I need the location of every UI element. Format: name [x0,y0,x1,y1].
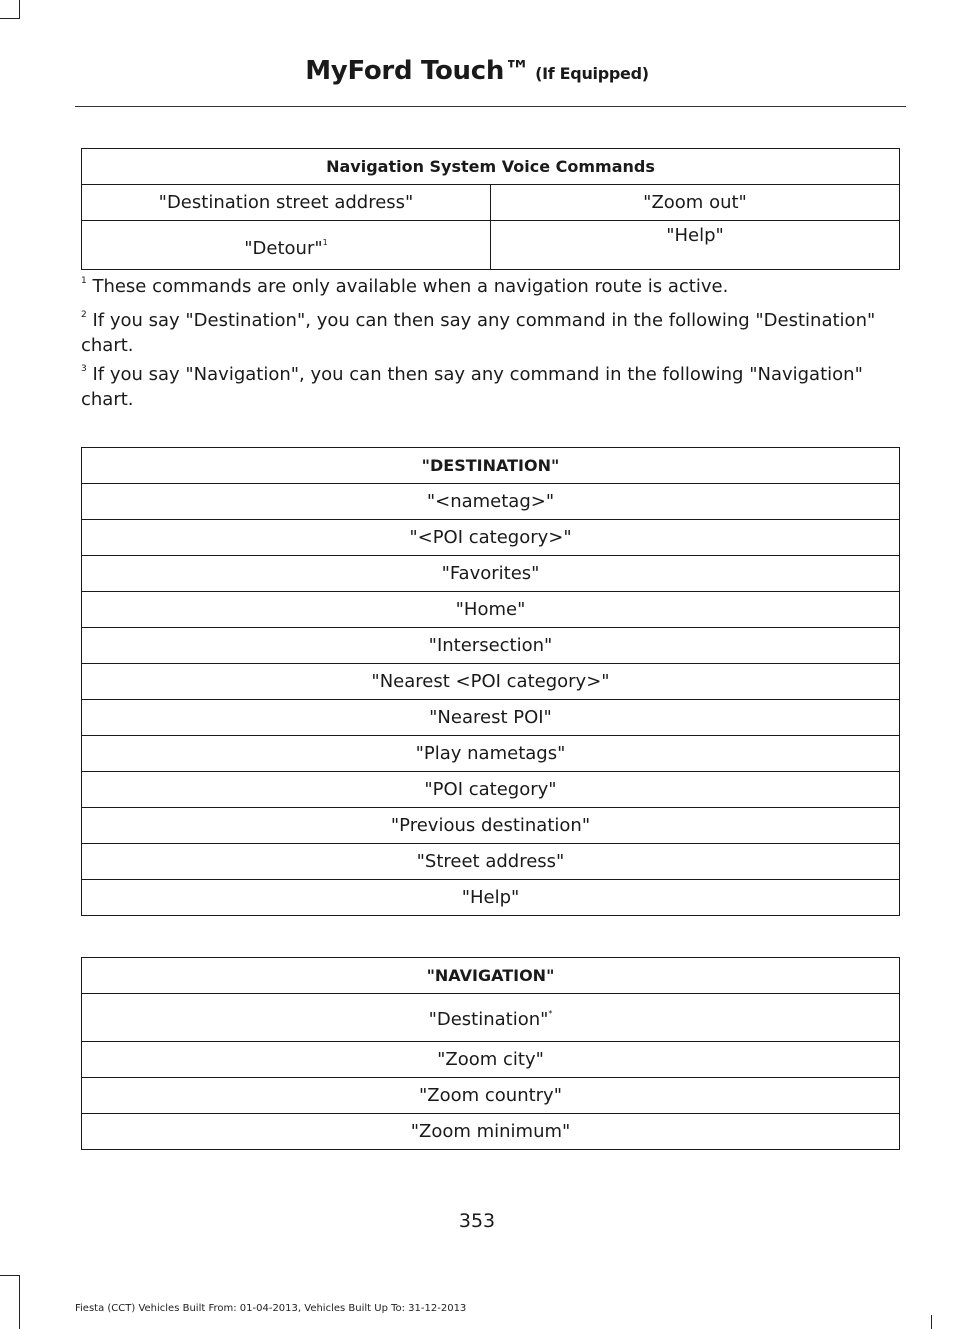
footnote-text: If you say "Destination", you can then say any command in the following "Destination" chart. [81,310,876,356]
table-row [82,736,900,772]
table-row [82,1114,900,1150]
table-row [82,700,900,736]
footnote [81,271,906,299]
table-cell: "Help" [82,880,900,916]
cell-text: "Detour" [244,237,323,259]
table-cell: "Nearest POI" [82,700,900,736]
table-cell: "<POI category>" [82,520,900,556]
destination-table [81,447,900,916]
table-row [82,1078,900,1114]
table-cell: "Previous destination" [82,808,900,844]
footnote-marker: 1 [322,237,328,247]
footnote-marker: 3 [81,364,87,374]
table-cell: "Street address" [82,844,900,880]
footnote-marker: 1 [81,276,87,286]
footnote-text: If you say "Navigation", you can then say any command in the following "Navigation" chart. [81,364,863,410]
table-row [82,592,900,628]
table-cell: "Zoom out" [491,185,900,221]
table-cell: "Destination street address" [82,185,491,221]
table-row [82,556,900,592]
table-cell: "Zoom minimum" [82,1114,900,1150]
navigation-table [81,957,900,1150]
footnote-text: These commands are only available when a navigation route is active. [86,276,729,297]
header-rule [75,106,906,107]
page-header [0,56,954,86]
table-cell: "Favorites" [82,556,900,592]
table-cell: "Intersection" [82,628,900,664]
table-heading: "DESTINATION" [82,448,900,484]
crop-mark [19,1275,20,1329]
table-row [82,221,900,270]
footnote-marker: * [548,1009,553,1018]
footer-text: Fiesta (CCT) Vehicles Built From: 01-04-2013, Vehicles Built Up To: 31-12-2013 [75,1303,467,1314]
table-row [82,880,900,916]
crop-mark [0,1275,20,1276]
crop-mark [0,18,20,19]
table-row [82,772,900,808]
crop-mark [931,1315,932,1329]
footnote [81,305,906,358]
crop-mark [19,0,20,18]
table-row [82,484,900,520]
table-row [82,664,900,700]
nav-voice-commands-table [81,148,900,270]
table-row [82,994,900,1042]
table-header-row [82,448,900,484]
table-cell [82,221,491,270]
table-cell: "POI category" [82,772,900,808]
table-row [82,1042,900,1078]
page-number: 353 [458,1210,496,1232]
table-cell: "Nearest <POI category>" [82,664,900,700]
table-heading: Navigation System Voice Commands [82,149,900,185]
cell-text: "Destination" [428,1009,549,1030]
table-cell [82,994,900,1042]
footnote-marker: 2 [81,310,87,320]
table-cell: "Play nametags" [82,736,900,772]
table-row [82,808,900,844]
footnote [81,359,906,412]
header-subtitle: (If Equipped) [535,64,649,83]
table-cell: "Zoom country" [82,1078,900,1114]
table-header-row [82,149,900,185]
table-row [82,520,900,556]
table-cell: "Help" [491,221,900,270]
table-row [82,628,900,664]
table-cell: "<nametag>" [82,484,900,520]
table-cell: "Zoom city" [82,1042,900,1078]
table-header-row [82,958,900,994]
table-row [82,844,900,880]
table-heading: "NAVIGATION" [82,958,900,994]
table-cell: "Home" [82,592,900,628]
table-row [82,185,900,221]
header-title: MyFord Touch™ [305,56,530,86]
